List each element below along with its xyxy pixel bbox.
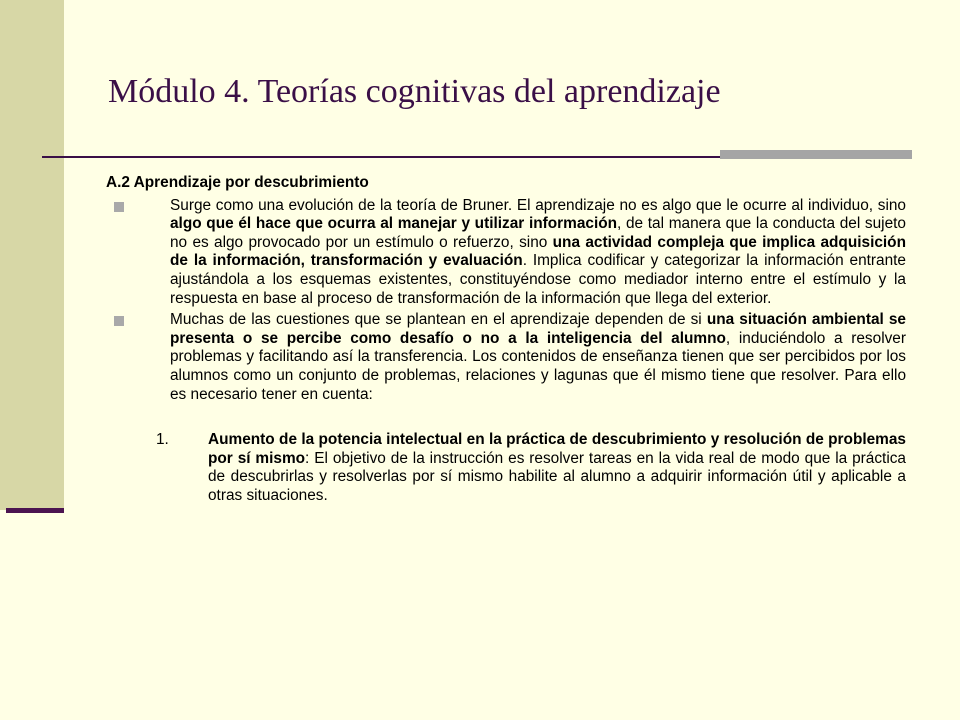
bullet-item <box>106 311 906 404</box>
numbered-text: : El objetivo de la instrucción es resolver tareas en la vida real de modo que la práctica de descubrirlas y resolverlas por sí mismo habilite al alumno a adquirir información útil y aplicable a otras situaciones. <box>208 449 906 504</box>
square-bullet-icon <box>114 316 124 326</box>
bullet-text: , de tal manera que la conducta del sujeto no es algo provocado por un estímulo o refuerzo, sino <box>170 215 906 251</box>
title-accent-bar <box>720 150 912 159</box>
bullet-text: . Implica codificar y categorizar la información entrante ajustándola a los esquemas existentes, constituyéndose como mediador interno entre el estímulo y la respuesta en base al proceso de transformación de la información que llega del exterior. <box>170 252 906 307</box>
item-number: 1. <box>156 431 169 449</box>
slide-content <box>106 174 906 506</box>
bullet-text: , induciéndolo a resolver problemas y facilitando así la transferencia. Los contenidos de enseñanza tienen que ser percibidos por los alumnos como un conjunto de problemas, relaciones y lagunas que él mismo tiene que resolver. Para ello es necesario tener en cuenta: <box>170 329 906 403</box>
left-band-rule <box>6 508 64 513</box>
bullet-bold-text: una situación ambiental se presenta o se percibe como desafío o no a la inteligencia del alumno <box>170 311 906 347</box>
section-subheading: A.2 Aprendizaje por descubrimiento <box>106 174 369 191</box>
left-decorative-band <box>0 0 64 510</box>
slide-title: Módulo 4. Teorías cognitivas del aprendizaje <box>108 73 721 110</box>
numbered-bold-text: Aumento de la potencia intelectual en la práctica de descubrimiento y resolución de problemas por sí mismo <box>208 431 906 467</box>
numbered-item <box>106 431 906 505</box>
bullet-bold-text: algo que él hace que ocurra al manejar y utilizar información <box>170 215 618 233</box>
bullet-text: Surge como una evolución de la teoría de Bruner. El aprendizaje no es algo que le ocurre al individuo, sino <box>170 196 906 214</box>
bullet-item <box>106 197 906 309</box>
square-bullet-icon <box>114 202 124 212</box>
bullet-bold-text: una actividad compleja que implica adquisición de la información, transformación y evaluación <box>170 233 906 270</box>
bullet-text: Muchas de las cuestiones que se plantean en el aprendizaje dependen de si <box>170 311 707 329</box>
